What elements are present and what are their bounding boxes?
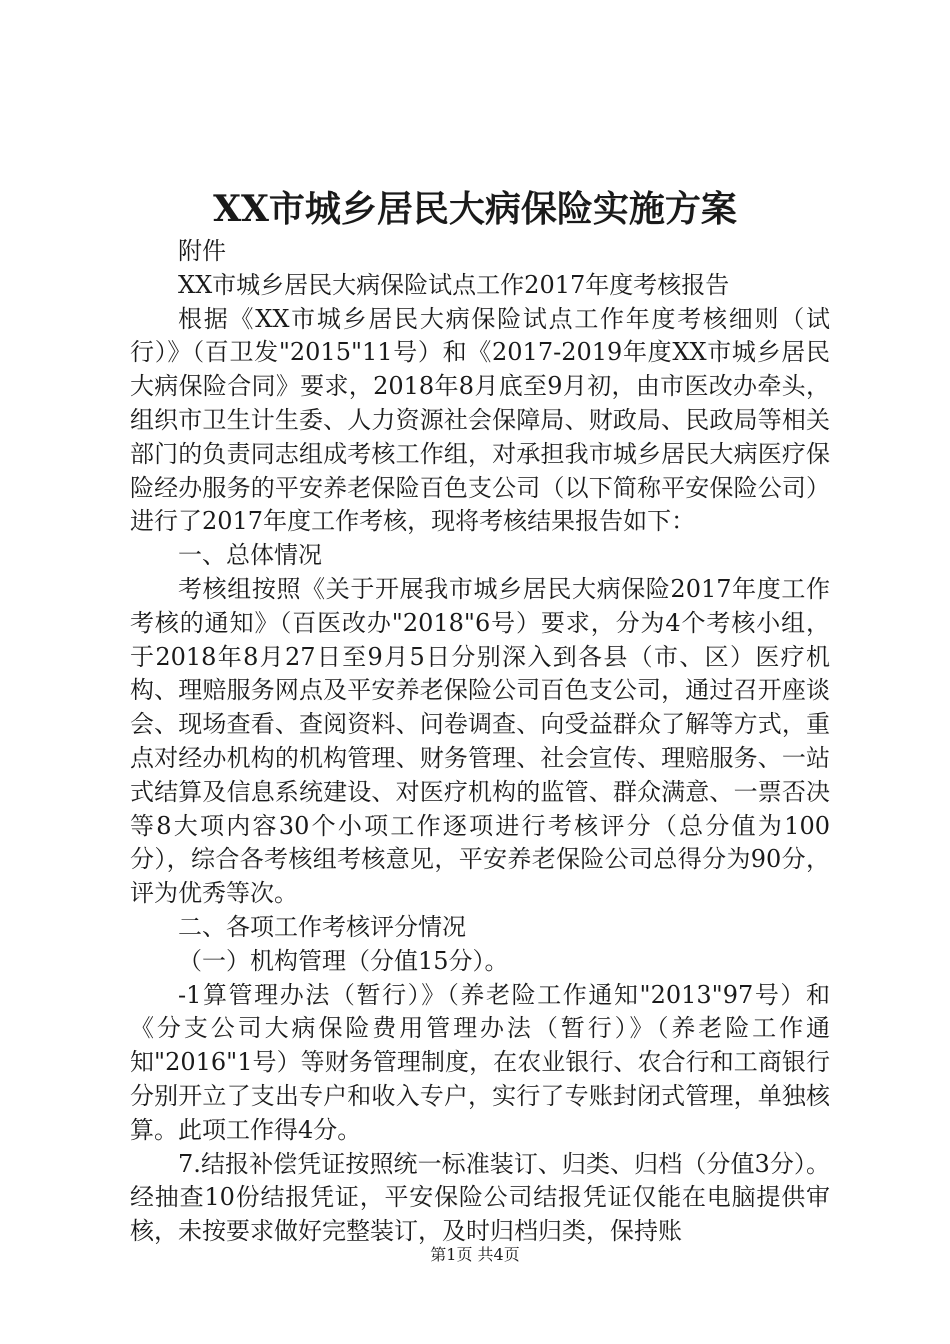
paragraph-finance: -1算管理办法（暂行）》（养老险工作通知"2013"97号）和《分支公司大病保险费用管理办法（暂行）》（养老险工作通知"2016"1号）等财务管理制度，在农业银行、农合行和工商银行分别开立了支出专户和收入专户，实行了专账封闭式管理，单独核算。此项工作得4分。 bbox=[130, 980, 830, 1144]
section-heading-overview: 一、总体情况 bbox=[178, 541, 322, 570]
page-footer: 第1页 共4页 bbox=[430, 1245, 520, 1264]
subsection-heading-institution: （一）机构管理（分值15分）。 bbox=[178, 946, 509, 975]
paragraph-report-title: XX市城乡居民大病保险试点工作2017年度考核报告 bbox=[178, 270, 730, 299]
section-heading-scoring: 二、各项工作考核评分情况 bbox=[178, 912, 466, 941]
document-title: XX市城乡居民大病保险实施方案 bbox=[213, 188, 737, 230]
paragraph-item-7: 7.结报补偿凭证按照统一标准装订、归类、归档（分值3分）。经抽查10份结报凭证，平安保险公司结报凭证仅能在电脑提供审核，未按要求做好完整装订，及时归档归类，保持账 bbox=[130, 1149, 830, 1246]
paragraph-intro: 根据《XX市城乡居民大病保险试点工作年度考核细则（试行）》（百卫发"2015"11号）和《2017-2019年度XX市城乡居民大病保险合同》要求，2018年8月底至9月初，由市医改办牵头，组织市卫生计生委、人力资源社会保障局、财政局、民政局等相关部门的负责同志组成考核工作组，对承担我市城乡居民大病医疗保险经办服务的平安养老保险百色支公司（以下简称平安保险公司）进行了2017年度工作考核，现将考核结果报告如下： bbox=[130, 304, 830, 536]
document-body bbox=[130, 235, 830, 1249]
paragraph-overview: 考核组按照《关于开展我市城乡居民大病保险2017年度工作考核的通知》（百医改办"2018"6号）要求，分为4个考核小组，于2018年8月27日至9月5日分别深入到各县（市、区）医疗机构、理赔服务网点及平安养老保险公司百色支公司，通过召开座谈会、现场查看、查阅资料、问卷调查、向受益群众了解等方式，重点对经办机构的机构管理、财务管理、社会宣传、理赔服务、一站式结算及信息系统建设、对医疗机构的监管、群众满意、一票否决等8大项内容30个小项工作逐项进行考核评分（总分值为100分），综合各考核组考核意见，平安养老保险公司总得分为90分，评为优秀等次。 bbox=[130, 574, 830, 908]
paragraph-attachment: 附件 bbox=[178, 237, 226, 265]
